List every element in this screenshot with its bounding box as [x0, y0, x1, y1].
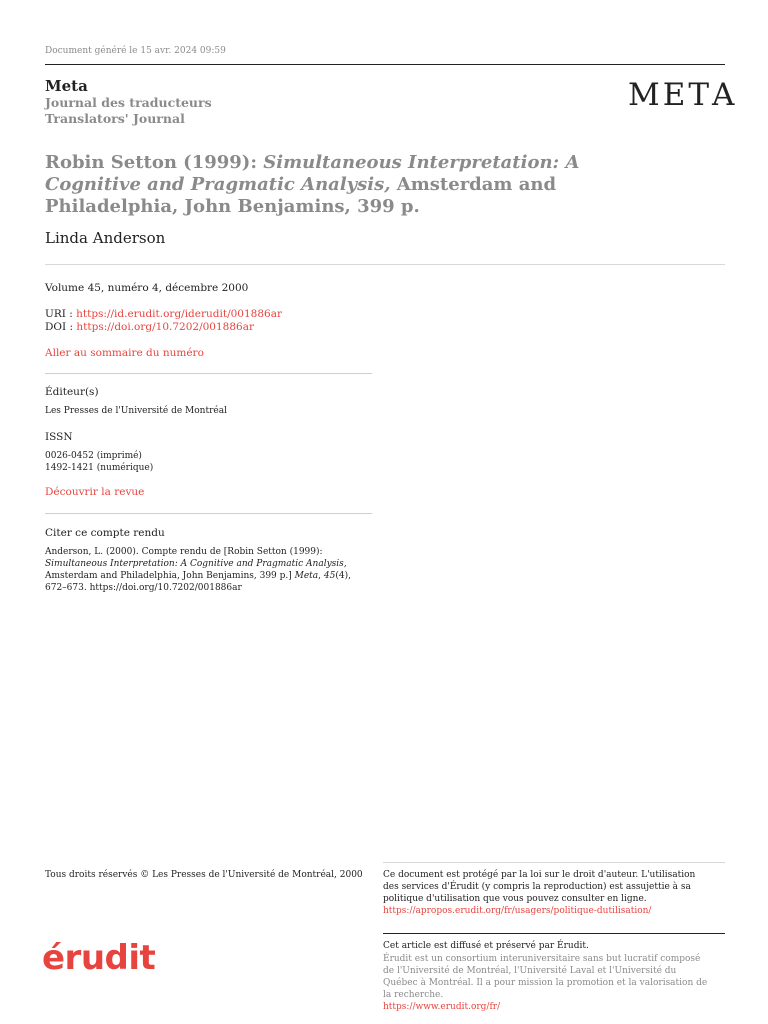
- title-suffix: Amsterdam and Philadelphia, John Benjamins, 399 p.: [45, 174, 557, 217]
- doi-link[interactable]: https://doi.org/10.7202/001886ar: [76, 321, 254, 333]
- footer-divider-dark: [383, 933, 725, 934]
- issn-print: 0026-0452 (imprimé): [45, 451, 142, 461]
- title-divider: [45, 264, 725, 265]
- erudit-description: Érudit est un consortium interuniversitaire sans but lucratif composé de l'Université de Montréal, l'Université Laval et l'Université du Québec à Montréal. Il a pour mission la promotion et la valorisation de la recherche.: [383, 954, 708, 1000]
- uri-label: URI :: [45, 308, 77, 320]
- journal-subtitle-en: Translators' Journal: [45, 111, 185, 126]
- discover-journal-link[interactable]: Découvrir la revue: [45, 486, 145, 498]
- section-divider: [45, 373, 372, 374]
- issn-label: ISSN: [45, 431, 73, 443]
- uri-link[interactable]: https://id.erudit.org/iderudit/001886ar: [76, 308, 282, 320]
- copyright-notice: [383, 869, 713, 917]
- erudit-link[interactable]: https://www.erudit.org/fr/: [383, 1002, 501, 1012]
- article-title: [45, 152, 645, 218]
- copyright-text: Ce document est protégé par la loi sur le droit d'auteur. L'utilisation des services d'Érudit (y compris la reproduction) est assujettie à sa politique d'utilisation que vous pouvez consulter en ligne.: [383, 870, 696, 904]
- policy-link[interactable]: https://apropos.erudit.org/fr/usagers/politique-dutilisation/: [383, 906, 652, 916]
- author-name: Linda Anderson: [45, 229, 166, 247]
- erudit-info: [383, 940, 713, 1013]
- section-divider: [45, 513, 372, 514]
- rights-notice: Tous droits réservés © Les Presses de l'Université de Montréal, 2000: [45, 870, 363, 880]
- identifiers: [45, 308, 282, 334]
- issue-info: Volume 45, numéro 4, décembre 2000: [45, 282, 249, 294]
- generated-timestamp: Document généré le 15 avr. 2024 09:59: [45, 46, 226, 56]
- citation-volume: 45: [323, 571, 336, 581]
- title-italic: Simultaneous Interpretation: A Cognitive and Pragmatic Analysis,: [45, 152, 580, 195]
- doi-label: DOI :: [45, 321, 77, 333]
- publisher-label: Éditeur(s): [45, 386, 99, 398]
- journal-name: Meta: [45, 77, 88, 95]
- issue-toc-link[interactable]: Aller au sommaire du numéro: [45, 347, 204, 359]
- erudit-logo: érudit: [42, 938, 156, 978]
- erudit-title: Cet article est diffusé et préservé par Érudit.: [383, 941, 589, 951]
- citation-part: , Amsterdam and Philadelphia, John Benjamins, 399 p.]: [45, 559, 347, 581]
- meta-logo: METΑ: [628, 77, 738, 113]
- issn-digital: 1492-1421 (numérique): [45, 463, 154, 473]
- citation-part: ,: [318, 571, 324, 581]
- title-prefix: Robin Setton (1999):: [45, 152, 264, 173]
- cite-label: Citer ce compte rendu: [45, 527, 165, 539]
- citation-part: (4), 672–673. https://doi.org/10.7202/001886ar: [45, 571, 351, 593]
- publisher-name: Les Presses de l'Université de Montréal: [45, 406, 227, 416]
- citation-part: Anderson, L. (2000). Compte rendu de [Robin Setton (1999):: [45, 547, 323, 557]
- journal-block: [45, 77, 212, 127]
- journal-subtitle-fr: Journal des traducteurs: [45, 95, 212, 110]
- citation-text: [45, 546, 365, 594]
- citation-journal: Meta: [294, 571, 319, 581]
- citation-work-title: Simultaneous Interpretation: A Cognitive and Pragmatic Analysis: [45, 559, 344, 569]
- top-divider: [45, 64, 725, 65]
- issn-values: [45, 450, 153, 474]
- footer-divider: [383, 862, 725, 863]
